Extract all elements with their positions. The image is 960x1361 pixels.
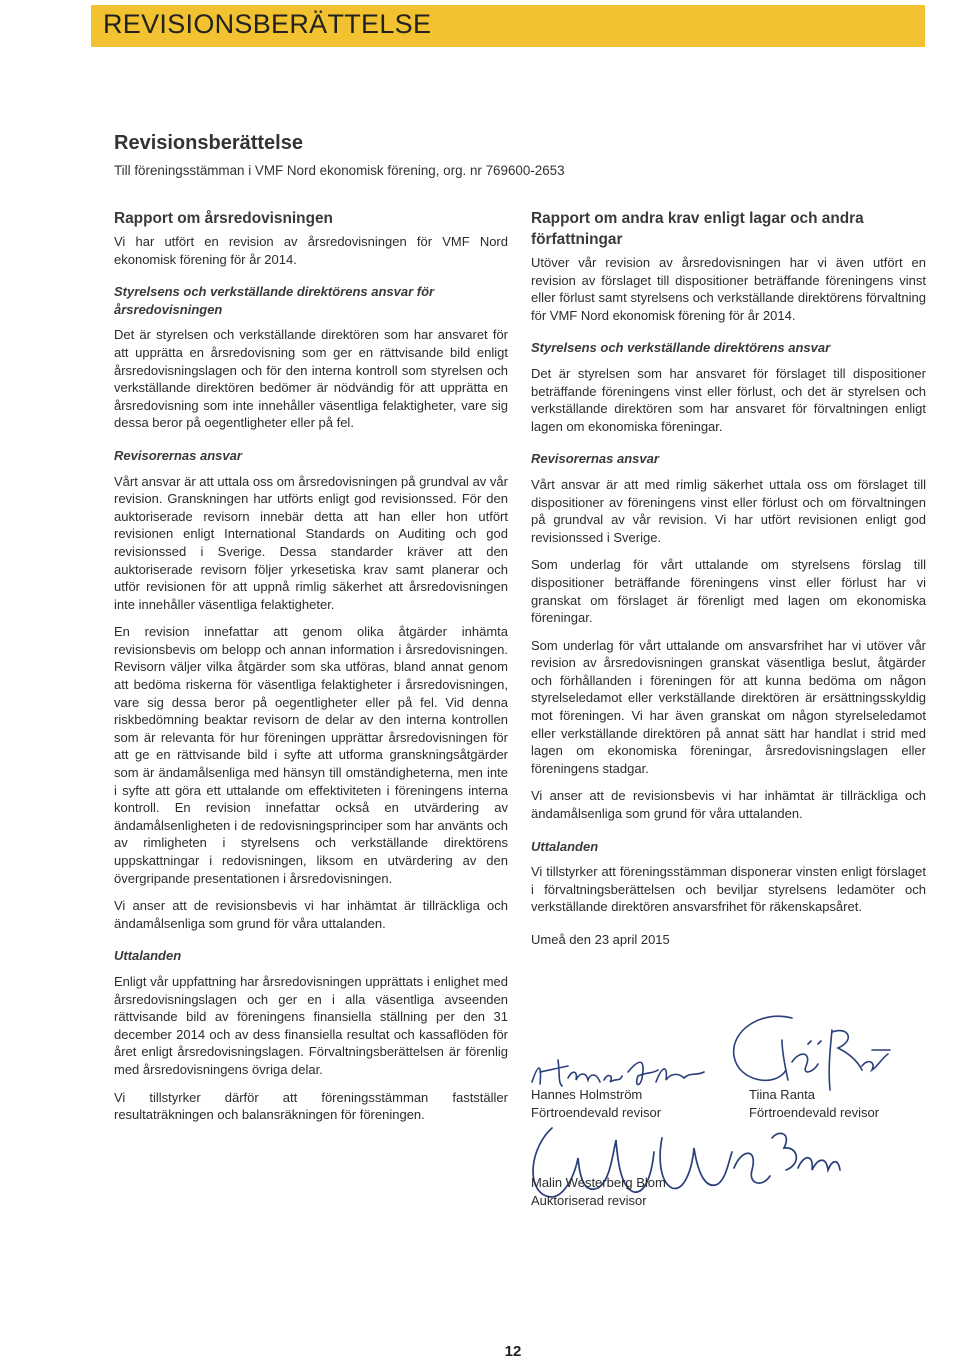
- document-title: Revisionsberättelse: [114, 132, 303, 154]
- section-heading-annual-report: Rapport om årsredovisningen: [114, 210, 333, 227]
- right-column: [531, 208, 926, 949]
- signatory-block: [749, 1086, 879, 1121]
- paragraph: Utöver vår revision av årsredovisningen har vi även utfört en revision av förslaget till dispositioner beträffande föreningens vinst eller förlust samt styrelsens och verkställande direktörens förvaltning för VMF Nord ekonomisk förening för år 2014.: [531, 255, 926, 323]
- paragraph: Vi tillstyrker att föreningsstämman disponerar vinsten enligt förslaget i förvaltningsberättelsen och beviljar styrelsens ledamöter och verkställande direktören ansvarsfrihet för räkenskapsåret.: [531, 864, 926, 915]
- document-subtitle: Till föreningsstämman i VMF Nord ekonomisk förening, org. nr 769600-2653: [114, 163, 565, 178]
- paragraph: Vi har utfört en revision av årsredovisningen för VMF Nord ekonomisk förening för år 2014.: [114, 234, 508, 267]
- signatory-role: Förtroendevald revisor: [531, 1104, 662, 1120]
- paragraph: Vi tillstyrker därför att föreningsstämman fastställer resultaträkningen och balansräkningen för föreningen.: [114, 1089, 508, 1123]
- paragraph: En revision innefattar att genom olika åtgärder inhämta revisionsbevis om belopp och annan information i årsredovisningen. Revisorn väljer vilka åtgärder som ska utföras, bland annat genom att bedöma riskerna för väsentliga felaktigheter i årsredovisningen, vare sig dessa beror på oegentligheter eller på fel. Vid denna riskbedömning beaktar revisorn de delar av den interna kontrollen som är relevanta för hur föreningen upprättar årsredovisningen för att ge en rättvisande bild i syfte att utforma granskningsåtgärder som är ändamålsenliga med hänsyn till omständigheterna, men inte i syfte att göra ett uttalande om effektiviteten i föreningens interna kontroll. En revision innefattar också en utvärdering av ändamålsenligheten i de redovisningsprinciper som har använts och av rimligheten i styrelsens och verkställande direktörens uppskattningar i redovisningen, liksom en utvärdering av den övergripande presentationen i årsredovisningen.: [114, 624, 508, 886]
- paragraph: Vårt ansvar är att uttala oss om årsredovisningen på grundval av vår revision. Granskningen har utförts enligt god revisionssed. För den auktoriserade revisorn innebär detta att han eller hon utfört revisionen enligt International Standards on Auditing och god revisionssed i Sverige. Dessa standarder kräver att den auktoriserade revisorn följer yrkesetiska krav samt planerar och utför revisionen för att uppnå rimlig säkerhet att årsredovisningen inte innehåller väsentliga felaktigheter.: [114, 473, 508, 612]
- paragraph: Det är styrelsen som har ansvaret för förslaget till dispositioner beträffande föreningens vinst eller förlust, och det är styrelsen och verkställande direktören som har ansvaret för förvaltningen enligt lagen om ekonomiska föreningar.: [531, 365, 926, 434]
- paragraph: Vi anser att de revisionsbevis vi har inhämtat är tillräckliga och ändamålsenliga som grund för våra uttalanden.: [114, 898, 508, 931]
- signatory-block: [531, 1174, 666, 1209]
- signatory-name: Tiina Ranta: [749, 1087, 815, 1102]
- subheading-board-responsibility: Styrelsens och verkställande direktörens ansvar för årsredovisningen: [114, 284, 435, 317]
- page-number: 12: [504, 1343, 522, 1360]
- banner-title: REVISIONSBERÄTTELSE: [103, 9, 432, 39]
- signatory-block: [531, 1086, 661, 1121]
- section-heading-other-requirements: Rapport om andra krav enligt lagar och andra författningar: [531, 210, 864, 248]
- paragraph: Vi anser att de revisionsbevis vi har inhämtat är tillräckliga och ändamålsenliga som grund för våra uttalanden.: [531, 788, 926, 822]
- signatory-name: Malin Westerberg Blom: [531, 1175, 666, 1190]
- paragraph: Vårt ansvar är att med rimlig säkerhet uttala oss om förslaget till dispositioner av föreningens vinst eller förlust och om förvaltningen på grundval av vår revision. Vi har utfört revisionen enligt god revisionssed i Sverige.: [531, 476, 926, 545]
- subheading-opinions: Uttalanden: [114, 948, 182, 964]
- paragraph: Det är styrelsen och verkställande direktören som har ansvaret för att upprätta en årsredovisning som ger en rättvisande bild enligt årsredovisningslagen och för den interna kontroll som styrelsen och verkställande direktören bedömer är nödvändig för att upprätta en årsredovisning som inte innehåller väsentliga felaktigheter, vare sig dessa beror på oegentligheter eller på fel.: [114, 327, 508, 431]
- paragraph: Som underlag för vårt uttalande om styrelsens förslag till dispositioner beträffande föreningens vinst eller förlust har vi granskat om förslaget är förenligt med lagen om ekonomiska föreningar.: [531, 557, 926, 626]
- subheading-board-responsibility: Styrelsens och verkställande direktörens ansvar: [531, 340, 831, 356]
- signature-tiina-ranta: [722, 1010, 897, 1095]
- signatory-name: Hannes Holmström: [531, 1087, 643, 1102]
- paragraph: Enligt vår uppfattning har årsredovisningen upprättats i enlighet med årsredovisningslagen och ger en i alla väsentliga avseenden rättvisande bild av föreningens finansiella ställning per den 31 december 2014 och av dess finansiella resultat och kassaflöden för året enligt årsredovisningslagen. Förvaltningsberättelsen är förenlig med årsredovisningens övriga delar.: [114, 973, 508, 1077]
- left-column: [114, 208, 508, 1124]
- subheading-opinions: Uttalanden: [531, 838, 599, 854]
- header-banner: [91, 5, 925, 47]
- subheading-auditor-responsibility: Revisorernas ansvar: [114, 447, 242, 463]
- signatory-role: Auktoriserad revisor: [531, 1192, 647, 1208]
- signatory-role: Förtroendevald revisor: [749, 1104, 880, 1120]
- subheading-auditor-responsibility: Revisorernas ansvar: [531, 451, 659, 467]
- date-line: Umeå den 23 april 2015: [531, 932, 670, 947]
- paragraph: Som underlag för vårt uttalande om ansvarsfrihet har vi utöver vår revision av årsredovisningen granskat väsentliga beslut, åtgärder och förhållanden i föreningen för att kunna bedöma om någon styrelseledamot eller verkställande direktören är ersättningsskyldig mot föreningen. Vi har även granskat om någon styrelseledamot eller verkställande direktören på annat sätt har handlat i strid med lagen om ekonomiska föreningar, årsredovisningslagen eller föreningens stadgar.: [531, 637, 926, 776]
